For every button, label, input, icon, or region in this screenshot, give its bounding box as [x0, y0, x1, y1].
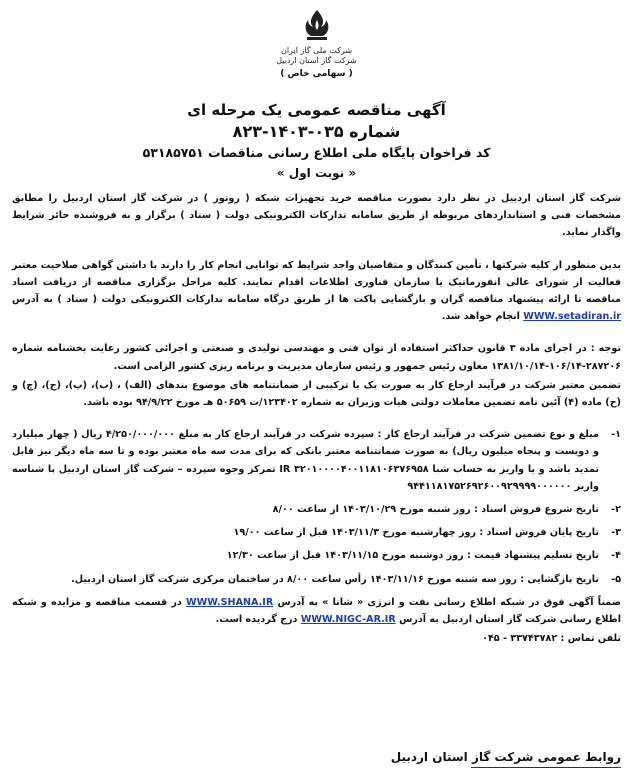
item-text: تاریخ بازگشایی : روز سه شنبه مورخ ۱۴۰۳/۱۱/۱۶ رأس ساعت ۸/۰۰ در ساختمان مرکزی شرکت گاز استان اردبیل. — [71, 573, 599, 585]
list-item — [12, 501, 621, 518]
list-item — [12, 524, 621, 541]
item-text: تاریخ شروع فروش اسناد : روز شنبه مورخ ۱۴۰۳/۱۰/۲۹ از ساعت ۸/۰۰ — [272, 504, 599, 516]
list-item — [12, 571, 621, 588]
invite-text-1: بدین منظور از کلیه شرکتها ، تأمین کنندگان و متقاضیان واجد شرایط که توانایی انجام کار را دارند با داشتن گواهی صلاحیت معتبر فعالیت از شورای عالی انفورماتیک یا سازمان فناوری اطلاعات اقدام نمایند. کلیه مراحل برگزاری مناقصه از دریافت اسناد مناقصه تا ارائه پیشنهاد مناقصه گران و بازگشایی پاکت ها از طریق درگاه سامانه تدارکات الکترونیکی دولت ( ستاد ) به آدرس — [12, 259, 621, 306]
list-item — [12, 547, 621, 564]
company-name-line2: شرکت گاز استان اردبیل — [276, 56, 357, 65]
list-item — [12, 426, 621, 495]
conditions-list — [12, 426, 621, 588]
header — [0, 8, 633, 79]
shana-link[interactable]: WWW.SHANA.IR — [186, 596, 274, 608]
item-number: ۲- — [611, 504, 621, 516]
signature-divider — [471, 767, 621, 768]
item-number: ۵- — [611, 573, 621, 585]
footer-text-1: ضمناً آگهی فوق در شبکه اطلاع رسانی نفت و انرژی « شانا » به آدرس — [277, 596, 621, 608]
phone-line: تلفن تماس : ۳۳۷۴۳۷۸۲ - ۰۴۵ — [482, 633, 621, 645]
item-number: ۳- — [611, 527, 621, 539]
nigc-ar-link[interactable]: WWW.NIGC-AR.IR — [300, 614, 396, 626]
notice-turn: « نوبت اول » — [276, 166, 357, 180]
company-name-line1: شرکت ملی گاز ایران — [280, 46, 353, 55]
nigc-flame-logo-icon — [297, 8, 337, 42]
invite-paragraph — [12, 257, 621, 326]
item-text: مبلغ و نوع تضمین شرکت در فرآیند ارجاع کار : سپرده شرکت در فرآیند ارجاع کار به مبلغ ۴/۲۵۰/۰۰۰/۰۰۰ ریال ( چهار میلیارد و دویست و پنجاه میلیون ریال) به صورت ضمانتنامه معتبر بانکی که برای مدت سه ماه معتبر بوده و تا سه ماه دیگر نیز قابل تمدید باشد و یا واریز به حساب شبا IR ۳۲۰۱۰۰۰۰۴۰۰۱۱۸۱۰۶۳۷۶۹۵۸ تمرکز وجوه سپرده – شرکت گاز استان اردبیل با شناسه واریز ۹۴۴۱۱۸۱۷۵۲۶۹۲۶۰۰۹۲۹۹۹۹۰۰۰۰۰۰ — [12, 429, 599, 492]
titles-block — [0, 100, 633, 184]
note-paragraph-2: تضمین معتبر شرکت در فرآیند ارجاع کار به صورت یک یا ترکیبی از ضمانتنامه های موضوع بندهای (الف) ، (ب)، (پ)، (ج)، (چ) و (ح) ماده (۴) آئین نامه تضمین معاملات دولتی هیات وزیران به شماره ۱۲۳۴۰۲/ت ۵۰۶۵۹ هـ مورخ ۹۴/۹/۲۲ بوده باشد. — [12, 379, 621, 409]
notice-number: شماره ۰۳۵-۱۴۰۳-۸۲۳ — [232, 122, 401, 141]
note-paragraph-1: توجه : در اجرای ماده ۳ قانون حداکثر استفاده از توان فنی و مهندسی تولیدی و صنعتی و اجرائی کشور رعایت بخشنامه شماره ۲۸۷۲۰۶-۱۰۶/۱۴-۱۳۸۱/۱۰/۱۴ معاون رئیس جمهور و رئیس سازمان مدیریت و برنامه ریزی کشور الزامی است. — [12, 343, 621, 372]
intro-paragraph: شرکت گاز استان اردبیل در نظر دارد بصورت مناقصه خرید تجهیزات شبکه ( روتور ) در شرکت گاز استان اردبیل را مطابق مشخصات فنی و استانداردهای مربوطه از طریق سامانه تدارکات الکترونیکی دولت ( ستاد ) برگزار و به فروشنده حائز شرایط واگذار نماید. — [12, 193, 621, 239]
tender-code: کد فراخوان پایگاه ملی اطلاع رسانی مناقصات ۵۳۱۸۵۷۵۱ — [142, 145, 491, 160]
notice-title: آگهی مناقصه عمومی یک مرحله ای — [187, 101, 446, 119]
footer-notes — [12, 594, 621, 628]
footer-text-2: در قسمت مناقصه و مزایده و شبکه اطلاع رسانی شرکت گاز استان اردبیل به آدرس — [12, 596, 621, 626]
company-type: ( سهامی خاص ) — [280, 69, 353, 79]
notice-body — [12, 190, 621, 662]
item-text: تاریخ تسلیم پیشنهاد قیمت : روز دوشنبه مورخ ۱۴۰۳/۱۱/۱۵ قبل از ساعت ۱۲/۳۰ — [226, 550, 599, 562]
signature: روابط عمومی شرکت گاز استان اردبیل — [390, 750, 621, 764]
item-number: ۴- — [611, 550, 621, 562]
item-text: تاریخ پایان فروش اسناد : روز چهارشنبه مورخ ۱۴۰۳/۱۱/۳ قبل از ساعت ۱۹/۰۰ — [233, 527, 599, 539]
invite-text-2: انجام خواهد شد. — [441, 311, 520, 323]
footer-text-3: درج گردیده است. — [215, 614, 298, 626]
item-number: ۱- — [611, 429, 621, 441]
setadiran-link[interactable]: WWW.setadiran.ir — [523, 311, 621, 323]
